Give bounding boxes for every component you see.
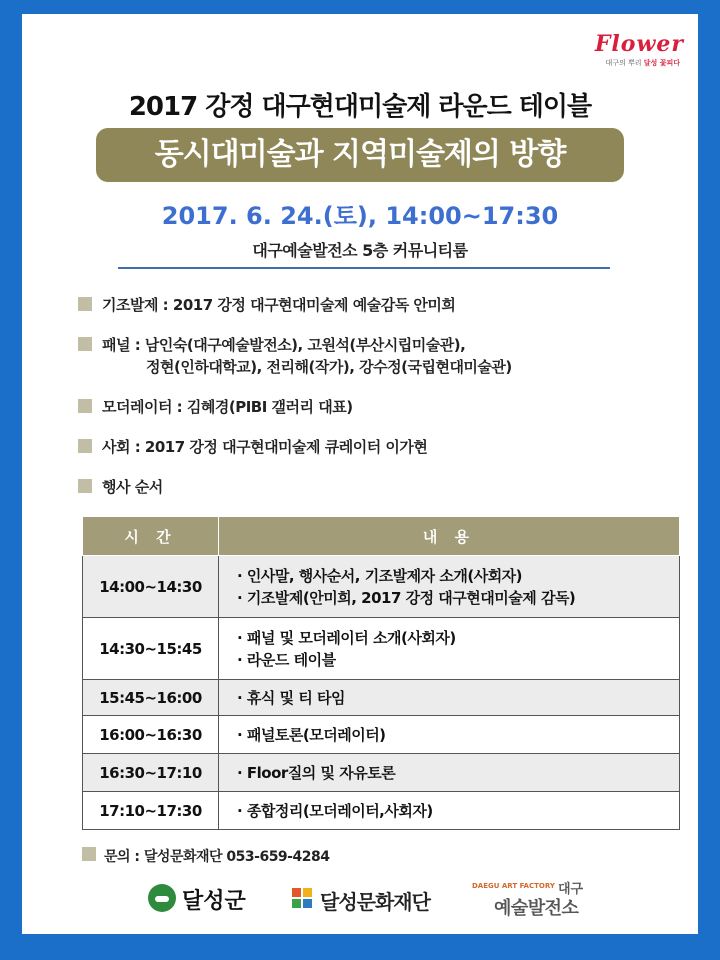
row-content-item: · 라운드 테이블	[237, 650, 336, 669]
row-content	[219, 792, 680, 830]
info-line: 모더레이터 : 김혜경(PIBI 갤러리 대표)	[102, 398, 353, 416]
table-row	[83, 680, 680, 716]
row-content-item: · Floor질의 및 자유토론	[237, 763, 396, 782]
info-line: 사회 : 2017 강정 대구현대미술제 큐레이터 이가현	[102, 438, 428, 456]
row-content	[219, 680, 680, 716]
row-time: 16:00~16:30	[83, 716, 219, 754]
info-item-panel	[78, 334, 678, 378]
info-list	[78, 294, 678, 498]
row-content-item: · 패널토론(모더레이터)	[237, 725, 386, 744]
square-bullet-icon	[82, 847, 96, 861]
column-header-content: 내 용	[219, 517, 680, 556]
foundation-emblem-icon	[292, 888, 314, 910]
row-time: 16:30~17:10	[83, 754, 219, 792]
contact-info	[82, 846, 329, 866]
dalseong-logo	[148, 882, 258, 916]
flower-logo	[574, 30, 684, 76]
row-content-item: · 패널 및 모더레이터 소개(사회자)	[237, 628, 456, 647]
square-bullet-icon	[78, 337, 92, 351]
row-content	[219, 754, 680, 792]
table-row	[83, 754, 680, 792]
art-factory-name: 예술발전소	[494, 898, 579, 919]
subtitle-banner	[96, 128, 624, 182]
contact-text: 문의 : 달성문화재단 053-659-4284	[104, 849, 330, 865]
event-title: 2017 강정 대구현대미술제 라운드 테이블	[128, 92, 592, 122]
info-line: 정현(인하대학교), 전리해(작가), 강수정(국립현대미술관)	[146, 358, 512, 376]
square-bullet-icon	[78, 479, 92, 493]
row-time: 14:30~15:45	[83, 618, 219, 680]
table-row	[83, 716, 680, 754]
info-line: 기조발제 : 2017 강정 대구현대미술제 예술감독 안미희	[102, 296, 456, 314]
square-bullet-icon	[78, 439, 92, 453]
info-line: 패널 : 남인숙(대구예술발전소), 고원석(부산시립미술관),	[102, 336, 466, 354]
column-header-time: 시 간	[83, 517, 219, 556]
table-row	[83, 618, 680, 680]
info-item-moderator	[78, 396, 678, 418]
event-subtitle: 동시대미술과 지역미술제의 방향	[154, 137, 566, 172]
row-content-item: · 휴식 및 티 타임	[237, 688, 346, 707]
row-time: 14:00~14:30	[83, 556, 219, 618]
row-time: 17:10~17:30	[83, 792, 219, 830]
info-line: 행사 순서	[102, 478, 163, 496]
art-factory-english: DAEGU ART FACTORY	[472, 882, 555, 890]
foundation-logo	[292, 882, 452, 916]
info-item-keynote	[78, 294, 678, 316]
venue-underline	[118, 267, 610, 269]
info-item-host	[78, 436, 678, 458]
dalseong-emblem-icon	[148, 884, 176, 912]
table-row	[83, 556, 680, 618]
square-bullet-icon	[78, 297, 92, 311]
schedule-table	[82, 516, 680, 830]
dalseong-name: 달성군	[182, 889, 246, 914]
event-venue: 대구예술발전소 5층 커뮤니티룸	[252, 241, 468, 260]
event-date: 2017. 6. 24.(토), 14:00~17:30	[161, 202, 559, 230]
row-content	[219, 716, 680, 754]
table-row	[83, 792, 680, 830]
row-content	[219, 618, 680, 680]
logo-word: Flower	[594, 31, 684, 57]
row-content-item: · 인사말, 행사순서, 기조발제자 소개(사회자)	[237, 566, 523, 585]
art-factory-city: 대구	[558, 882, 584, 897]
foundation-name: 달성문화재단	[320, 890, 430, 914]
logo-tagline-brand: 달성 꽃피다	[643, 59, 680, 67]
row-content-item: · 기조발제(안미희, 2017 강정 대구현대미술제 감독)	[237, 588, 576, 607]
square-bullet-icon	[78, 399, 92, 413]
poster-card	[22, 14, 698, 934]
info-item-program	[78, 476, 678, 498]
logo-tagline	[574, 58, 680, 68]
row-time: 15:45~16:00	[83, 680, 219, 716]
art-factory-logo	[472, 882, 612, 919]
row-content-item: · 종합정리(모더레이터,사회자)	[237, 801, 433, 820]
table-header-row	[83, 517, 680, 556]
row-content	[219, 556, 680, 618]
logo-tagline-prefix: 대구의 뿌리	[605, 59, 644, 67]
